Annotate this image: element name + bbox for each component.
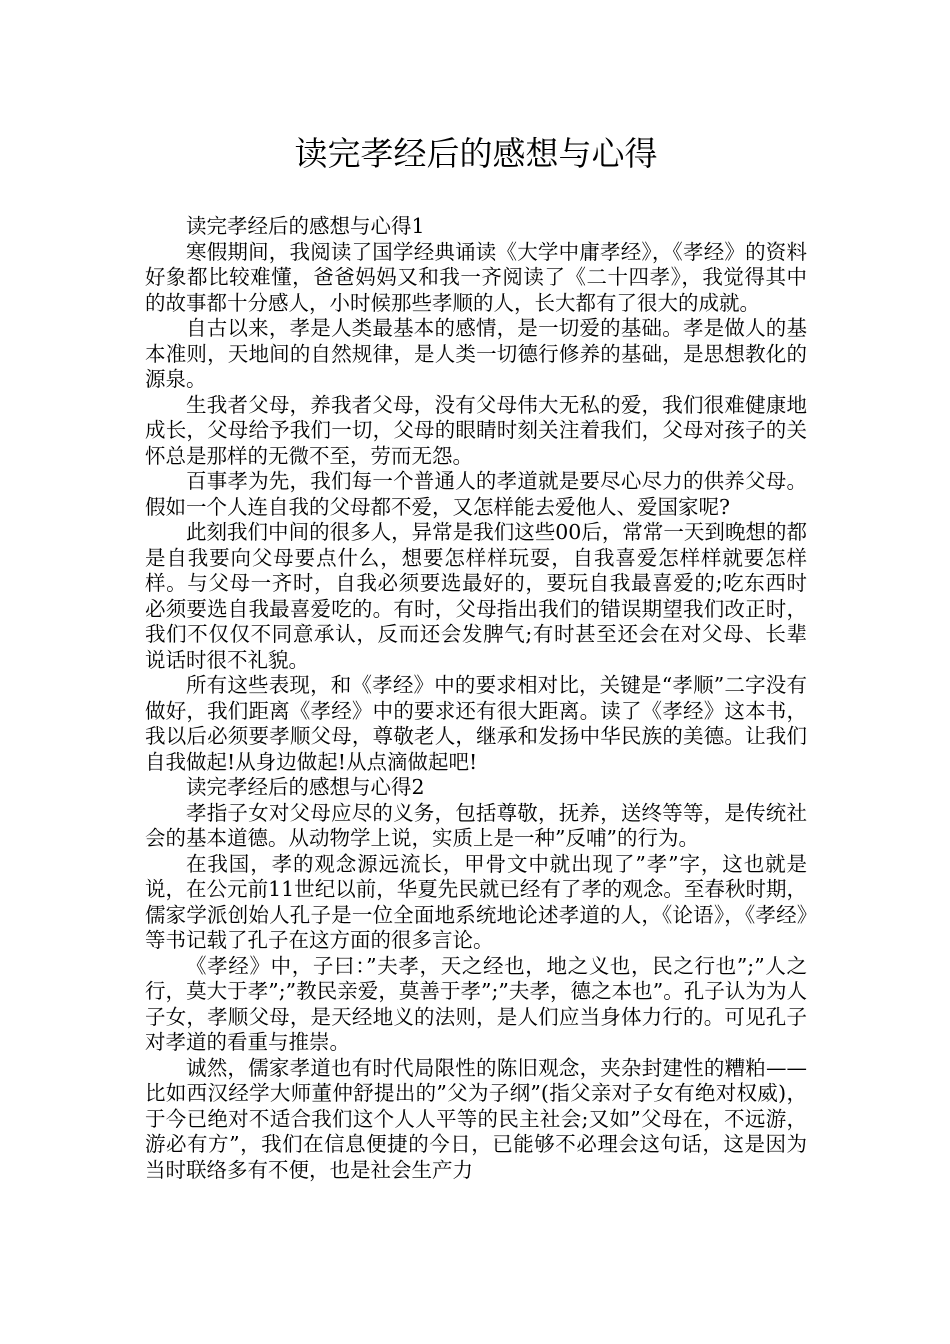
- document-body: [145, 214, 807, 1183]
- paragraph: 寒假期间，我阅读了国学经典诵读《大学中庸孝经》，《孝经》的资料好象都比较难懂，爸爸妈妈又和我一齐阅读了《二十四孝》，我觉得其中的故事都十分感人，小时候那些孝顺的人，长大都有了很大的成就。: [145, 239, 807, 315]
- paragraph: 自古以来，孝是人类最基本的感情，是一切爱的基础。孝是做人的基本准则，天地间的自然规律，是人类一切德行修养的基础，是思想教化的源泉。: [145, 316, 807, 391]
- section-heading-2: 读完孝经后的感想与心得2: [186, 775, 425, 799]
- document-title: 读完孝经后的感想与心得: [294, 134, 658, 173]
- paragraph: 孝指子女对父母应尽的义务，包括尊敬，抚养，送终等等，是传统社会的基本道德。从动物学上说，实质上是一种”反哺”的行为。: [145, 800, 807, 850]
- paragraph: 百事孝为先，我们每一个普通人的孝道就是要尽心尽力的供养父母。假如一个人连自我的父母都不爱，又怎样能去爱他人、爱国家呢?: [145, 469, 807, 519]
- paragraph: 生我者父母，养我者父母，没有父母伟大无私的爱，我们很难健康地成长，父母给予我们一切，父母的眼睛时刻关注着我们，父母对孩子的关怀总是那样的无微不至，劳而无怨。: [145, 392, 807, 468]
- document-page: [145, 120, 807, 1183]
- section-heading-1: 读完孝经后的感想与心得1: [186, 214, 425, 238]
- paragraph: 此刻我们中间的很多人，异常是我们这些00后，常常一天到晚想的都是自我要向父母要点什么，想要怎样样玩耍，自我喜爱怎样样就要怎样样。与父母一齐时，自我必须要选最好的，要玩自我最喜爱的;吃东西时必须要选自我最喜爱吃的。有时，父母指出我们的错误期望我们改正时，我们不仅仅不同意承认，反而还会发脾气;有时甚至还会在对父母、长辈说话时很不礼貌。: [145, 520, 807, 672]
- paragraph: 所有这些表现，和《孝经》中的要求相对比，关键是“孝顺”二字没有做好，我们距离《孝经》中的要求还有很大距离。读了《孝经》这本书，我以后必须要孝顺父母，尊敬老人，继承和发扬中华民族的美德。让我们自我做起!从身边做起!从点滴做起吧!: [145, 673, 807, 774]
- paragraph: 在我国，孝的观念源远流长，甲骨文中就出现了”孝”字，这也就是说，在公元前11世纪以前，华夏先民就已经有了孝的观念。至春秋时期，儒家学派创始人孔子是一位全面地系统地论述孝道的人，《论语》，《孝经》等书记载了孔子在这方面的很多言论。: [145, 851, 807, 952]
- paragraph: 《孝经》中，子曰：”夫孝，天之经也，地之义也，民之行也”;”人之行，莫大于孝”;”教民亲爱，莫善于孝”;”夫孝，德之本也”。孔子认为为人子女，孝顺父母，是天经地义的法则，是人们应当身体力行的。可见孔子对孝道的看重与推崇。: [145, 953, 807, 1054]
- paragraph: 诚然，儒家孝道也有时代局限性的陈旧观念，夹杂封建性的糟粕——比如西汉经学大师董仲舒提出的”父为子纲”(指父亲对子女有绝对权威)，于今已绝对不适合我们这个人人平等的民主社会;又如”父母在，不远游，游必有方”，我们在信息便捷的今日，已能够不必理会这句话，这是因为当时联络多有不便，也是社会生产力: [145, 1055, 807, 1182]
